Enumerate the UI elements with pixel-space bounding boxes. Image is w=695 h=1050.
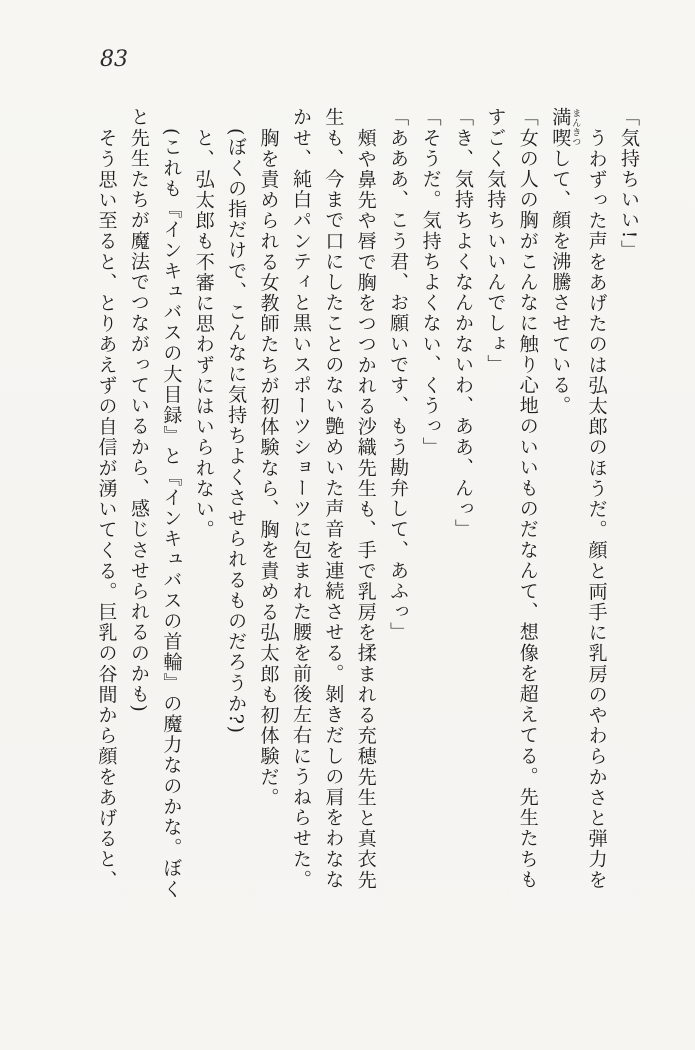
page-number: 83 [100,47,128,72]
text-column: と先生たちが魔法でつながっているから、感じさせられるのかも) [127,107,150,714]
text-column: 「そうだ。気持ちよくない、くうっ」 [419,107,442,458]
text-column: 「気持ちいい!」 [618,107,640,261]
text-column: と、弘太郎も不審に思わずにはいられない。 [192,127,215,540]
text-column: すごく気持ちいいんでしょ」 [484,107,507,375]
text-column: 頰や鼻先や唇で胸をつつかれる沙織先生も、手で乳房を揉まれる充穂先生と真衣先 [354,127,377,890]
text-column: 「女の人の胸がこんなに触り心地のいいものだなんて、想像を超えてる。先生たちも [516,107,539,890]
text-column: 胸を責められる女教師たちが初体験なら、胸を責める弘太郎も初体験だ。 [257,127,280,808]
text-column: 「き、気持ちよくなんかないわ、ああ、んっ」 [451,107,474,540]
text-column: 満喫 まんきつして、顔を沸騰させている。 [549,107,581,417]
text-column: (これも『インキュバスの大目録』と『インキュバスの首輪』の魔力なのかな。ぼく [160,127,183,899]
text-column: うわずった声をあげたのは弘太郎のほうだ。顔と両手に乳房のやわらかさと弾力を [585,127,608,890]
text-column: (ぼくの指だけで、こんなに気持ちよくさせられるものだろうか?) [225,127,248,735]
text-column: 「あああ、こう君、お願いです、もう勘弁して、あふっ」 [387,107,410,643]
text-column: 生も、今まで口にしたことのない艶めいた声音を連続させる。剝きだしの肩をわなな [322,107,345,890]
ruby-annotated-word: 満喫 まんきつ [549,107,581,149]
text-column: かせ、純白パンティと黒いスポーツショーツに包まれた腰を前後左右にうねらせた。 [289,107,312,890]
text-column: そう思い至ると、とりあえずの自信が湧いてくる。巨乳の谷間から顔をあげると、 [95,127,118,890]
vertical-text-block [90,107,645,907]
